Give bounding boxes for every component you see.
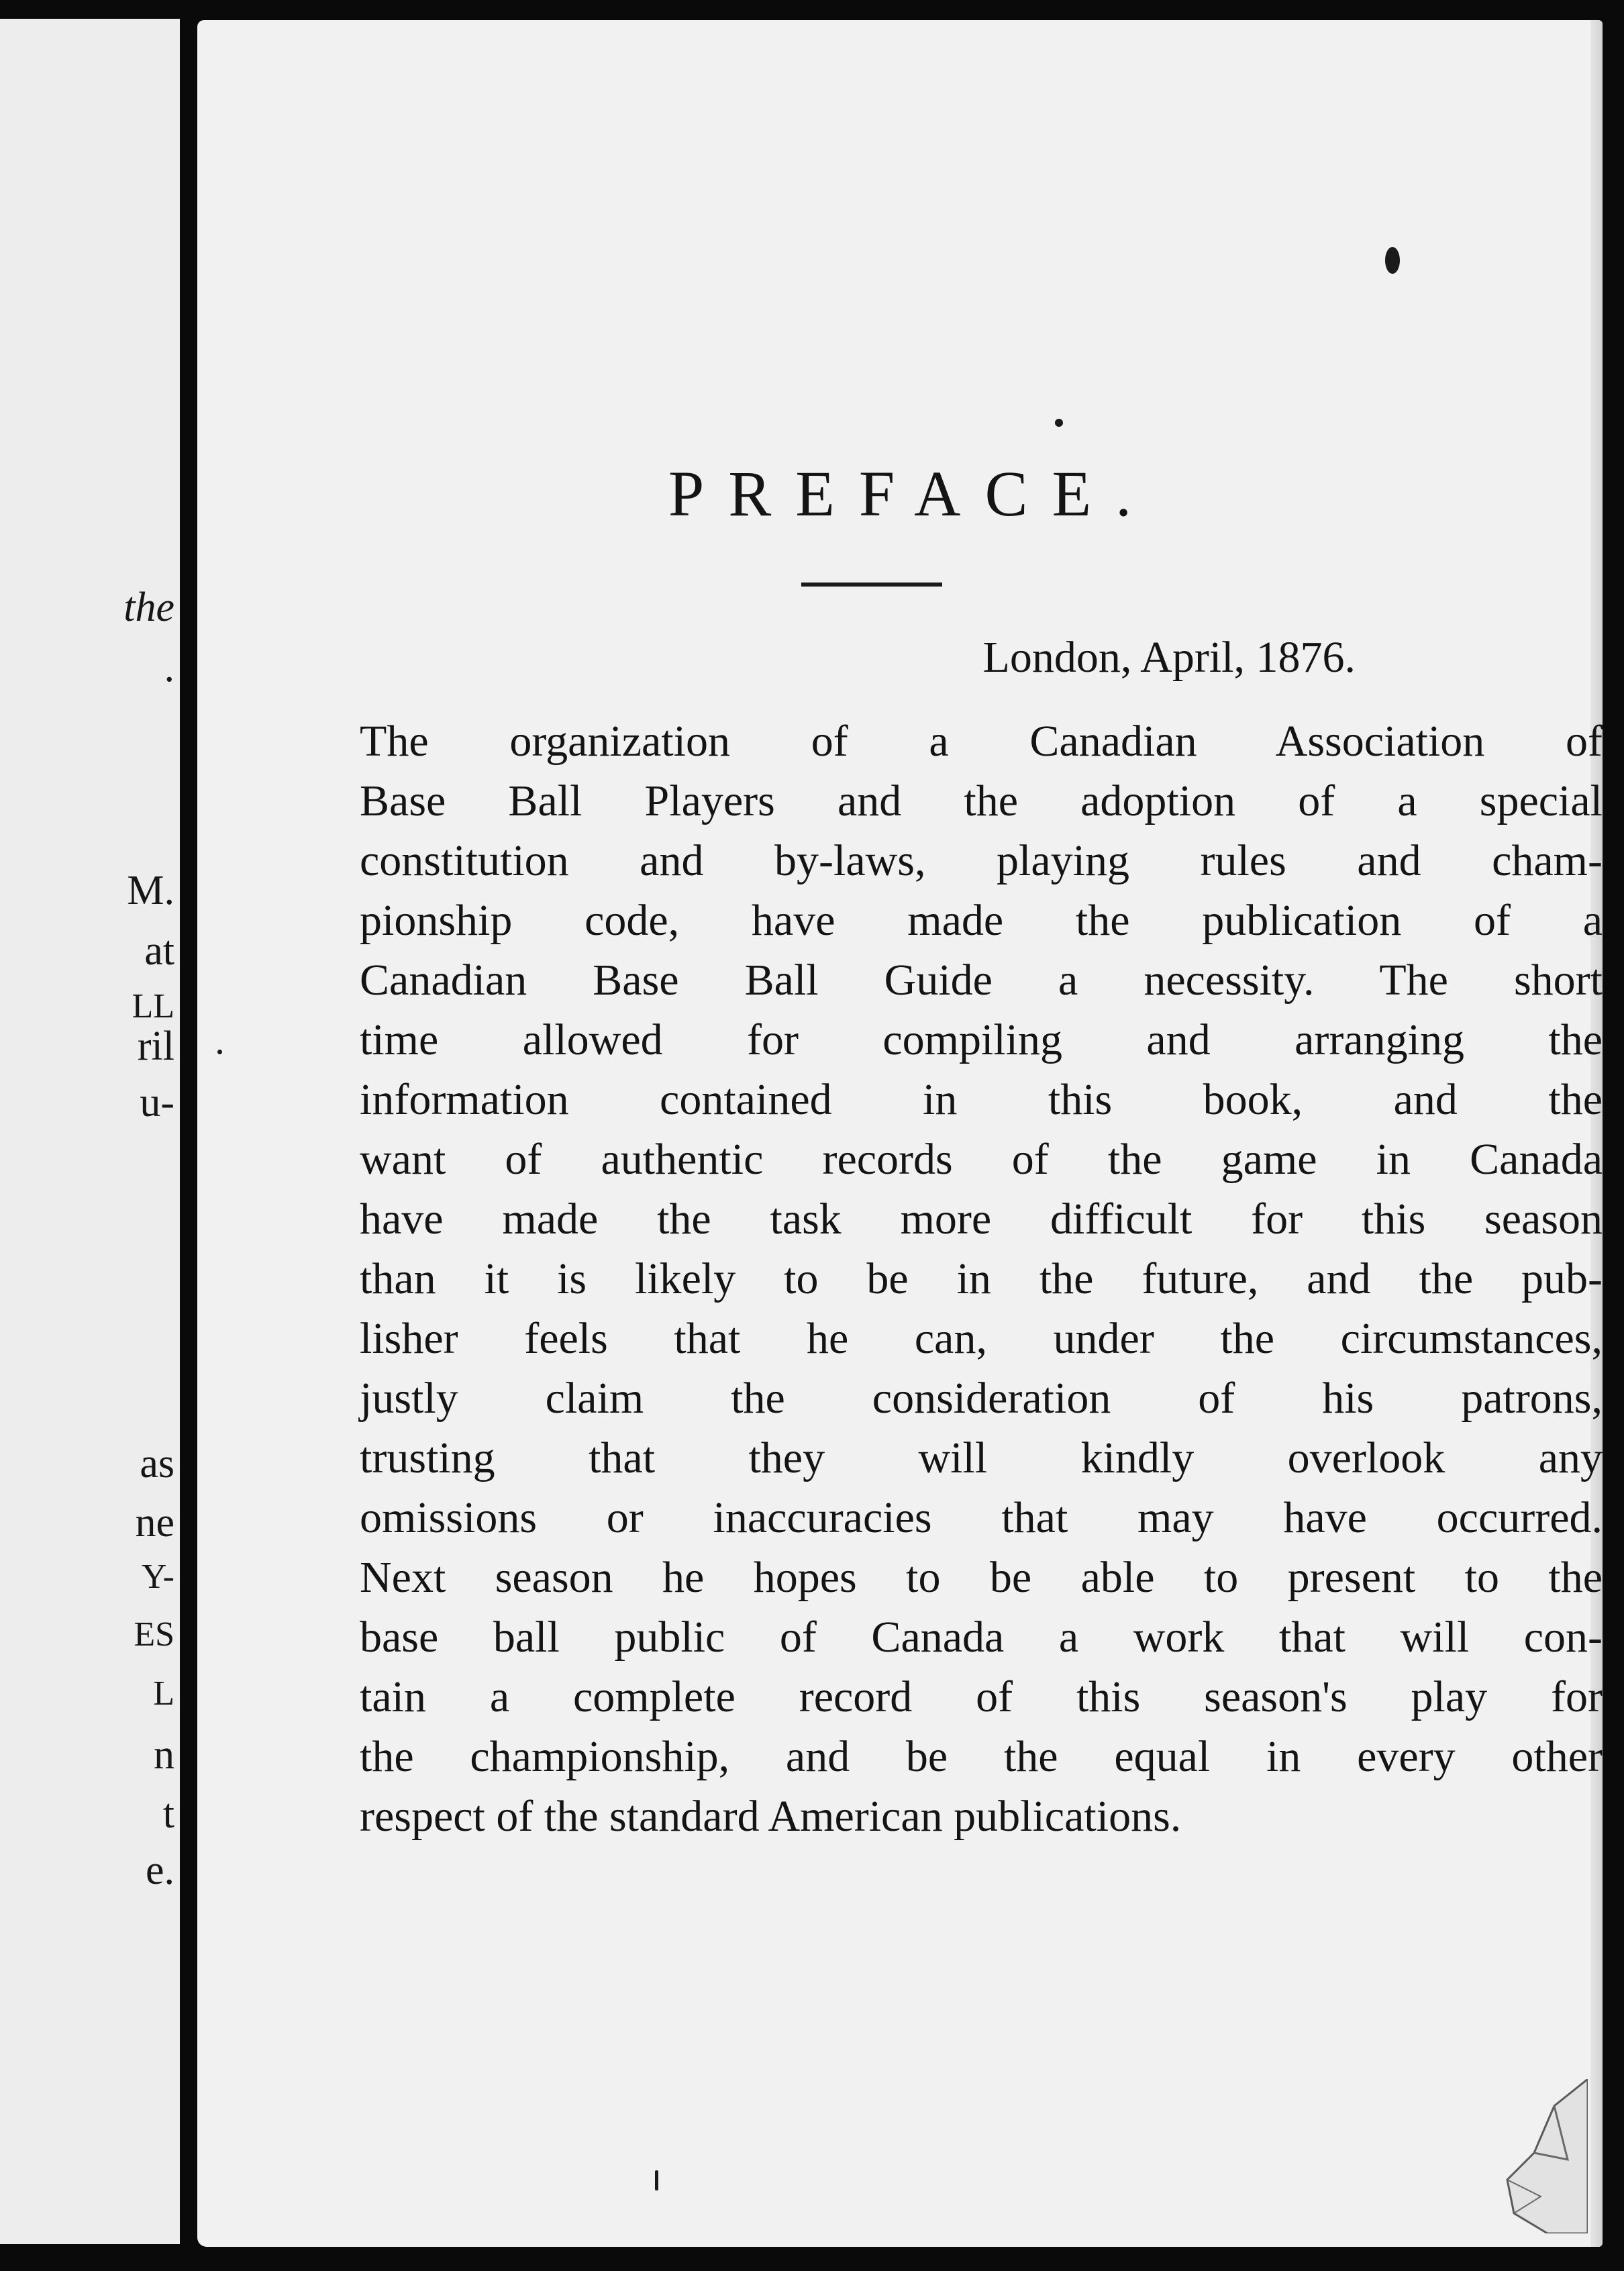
left-fragment: . xyxy=(164,645,174,691)
body-line: the championship, and be the equal in every other xyxy=(360,1732,1603,1781)
body-line: want of authentic records of the game in Canada xyxy=(360,1135,1603,1184)
body-line: The organization of a Canadian Association of xyxy=(360,717,1603,766)
left-fragment: e. xyxy=(145,1848,174,1893)
body-line: justly claim the consideration of his patrons, xyxy=(360,1374,1603,1423)
left-fragment: the xyxy=(123,585,174,630)
torn-corner xyxy=(1454,2079,1588,2233)
body-line: have made the task more difficult for this season xyxy=(360,1195,1603,1244)
body-line: constitution and by-laws, playing rules and cham- xyxy=(360,836,1603,885)
left-fragment: u- xyxy=(140,1080,174,1125)
ink-speck xyxy=(1385,247,1400,274)
body-line: information contained in this book, and the xyxy=(360,1075,1603,1124)
ink-speck xyxy=(217,1050,222,1054)
previous-page-edge xyxy=(0,19,181,2244)
page-title: PREFACE. xyxy=(668,458,1156,529)
ink-speck xyxy=(655,2170,658,2190)
book-gutter xyxy=(180,0,197,2271)
preface-body xyxy=(360,711,1603,1846)
left-fragment: M. xyxy=(127,868,174,913)
ink-speck xyxy=(1055,419,1063,427)
left-fragment: n xyxy=(154,1732,174,1778)
body-line: Next season he hopes to be able to present to the xyxy=(360,1553,1603,1602)
left-fragment: t xyxy=(162,1791,174,1837)
preface-page xyxy=(197,20,1603,2247)
left-fragment: ES xyxy=(134,1615,174,1654)
body-line: than it is likely to be in the future, and the pub- xyxy=(360,1254,1603,1303)
left-fragment: ril xyxy=(137,1023,174,1069)
body-line: Base Ball Players and the adoption of a special xyxy=(360,776,1603,825)
body-line: tain a complete record of this season's play for xyxy=(360,1672,1603,1721)
body-line: omissions or inaccuracies that may have occurred. xyxy=(360,1493,1603,1542)
dateline: London, April, 1876. xyxy=(982,633,1356,682)
title-rule xyxy=(801,583,942,587)
body-line: time allowed for compiling and arranging the xyxy=(360,1015,1603,1064)
left-fragment: at xyxy=(144,928,174,974)
body-line: lisher feels that he can, under the circumstances, xyxy=(360,1314,1603,1363)
body-line: pionship code, have made the publication of a xyxy=(360,896,1603,945)
body-line: base ball public of Canada a work that will con- xyxy=(360,1613,1603,1662)
left-fragment: L xyxy=(153,1674,174,1713)
left-fragment: LL xyxy=(132,987,174,1025)
body-line: trusting that they will kindly overlook any xyxy=(360,1433,1603,1482)
body-line: respect of the standard American publications. xyxy=(360,1792,1182,1841)
left-fragment: Y- xyxy=(141,1558,174,1596)
left-fragment: ne xyxy=(135,1500,174,1546)
left-fragment: as xyxy=(140,1441,174,1486)
body-line: Canadian Base Ball Guide a necessity. The short xyxy=(360,956,1603,1005)
